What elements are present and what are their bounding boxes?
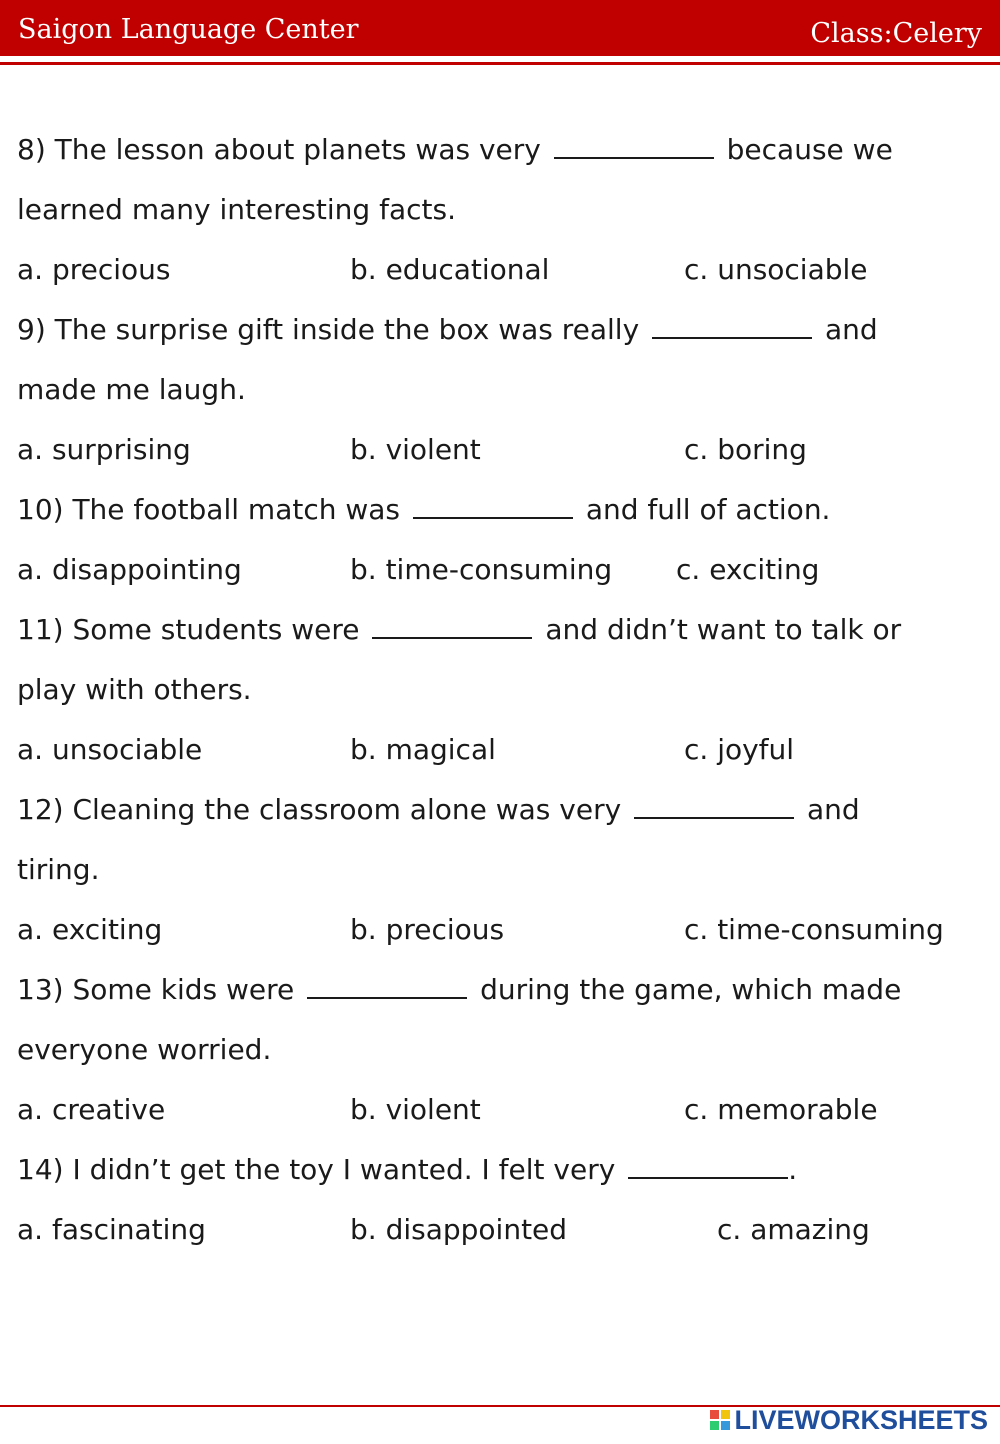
question-12-line1 (17, 780, 987, 840)
question-text: 12) Cleaning the classroom alone was very (17, 793, 622, 826)
question-9-options (17, 420, 987, 480)
option-a[interactable]: a. disappointing (17, 553, 242, 586)
question-14-options (17, 1200, 987, 1260)
option-a[interactable]: a. surprising (17, 433, 191, 466)
question-text: and full of action. (585, 493, 831, 526)
option-b[interactable]: b. educational (350, 253, 550, 286)
center-name: Saigon Language Center (18, 14, 359, 45)
question-text: play with others. (17, 673, 252, 706)
liveworksheets-icon (710, 1410, 730, 1430)
question-text: 10) The football match was (17, 493, 401, 526)
question-13-line1 (17, 960, 987, 1020)
brand-suffix: WORKSHEETS (794, 1404, 988, 1435)
question-text: during the game, which made (480, 973, 902, 1006)
question-10-options (17, 540, 987, 600)
option-c[interactable]: c. exciting (676, 553, 820, 586)
question-text: learned many interesting facts. (17, 193, 456, 226)
question-12-line2 (17, 840, 987, 900)
class-label: Class:Celery (810, 18, 982, 49)
worksheet-content (17, 120, 987, 1260)
answer-blank[interactable] (307, 975, 467, 999)
question-text: made me laugh. (17, 373, 246, 406)
question-text: 13) Some kids were (17, 973, 295, 1006)
option-a[interactable]: a. fascinating (17, 1213, 206, 1246)
question-12-options (17, 900, 987, 960)
question-11-line2 (17, 660, 987, 720)
answer-blank[interactable] (413, 495, 573, 519)
question-text: 8) The lesson about planets was very (17, 133, 541, 166)
brand-name (734, 1405, 988, 1436)
answer-blank[interactable] (652, 315, 812, 339)
question-8-line2 (17, 180, 987, 240)
option-b[interactable]: b. time-consuming (350, 553, 613, 586)
option-b[interactable]: b. violent (350, 1093, 481, 1126)
option-a[interactable]: a. exciting (17, 913, 163, 946)
question-text: . (788, 1153, 798, 1186)
answer-blank[interactable] (628, 1155, 788, 1179)
question-text: everyone worried. (17, 1033, 272, 1066)
question-text: tiring. (17, 853, 100, 886)
header-divider (0, 62, 1000, 65)
liveworksheets-logo[interactable] (710, 1404, 988, 1436)
option-b[interactable]: b. precious (350, 913, 505, 946)
option-b[interactable]: b. disappointed (350, 1213, 568, 1246)
answer-blank[interactable] (554, 135, 714, 159)
question-8-line1 (17, 120, 987, 180)
question-text: 11) Some students were (17, 613, 360, 646)
option-a[interactable]: a. creative (17, 1093, 166, 1126)
question-text: and (807, 793, 860, 826)
question-13-options (17, 1080, 987, 1140)
option-b[interactable]: b. violent (350, 433, 481, 466)
question-8-options (17, 240, 987, 300)
option-c[interactable]: c. memorable (684, 1093, 878, 1126)
question-10-line1 (17, 480, 987, 540)
question-text: and (824, 313, 878, 346)
brand-prefix: LIVE (734, 1404, 795, 1435)
question-9-line1 (17, 300, 987, 360)
option-a[interactable]: a. unsociable (17, 733, 203, 766)
question-11-options (17, 720, 987, 780)
question-9-line2 (17, 360, 987, 420)
question-13-line2 (17, 1020, 987, 1080)
answer-blank[interactable] (372, 615, 532, 639)
question-text: 9) The surprise gift inside the box was really (17, 313, 640, 346)
question-text: and didn’t want to talk or (545, 613, 902, 646)
option-c[interactable]: c. unsociable (684, 253, 868, 286)
question-text: 14) I didn’t get the toy I wanted. I felt very (17, 1153, 616, 1186)
option-c[interactable]: c. boring (684, 433, 807, 466)
option-a[interactable]: a. precious (17, 253, 171, 286)
option-c[interactable]: c. amazing (717, 1213, 870, 1246)
question-14-line1 (17, 1140, 987, 1200)
question-11-line1 (17, 600, 987, 660)
header-bar (0, 0, 1000, 56)
question-text: because we (726, 133, 893, 166)
option-c[interactable]: c. time-consuming (684, 913, 944, 946)
option-c[interactable]: c. joyful (684, 733, 795, 766)
option-b[interactable]: b. magical (350, 733, 496, 766)
answer-blank[interactable] (634, 795, 794, 819)
